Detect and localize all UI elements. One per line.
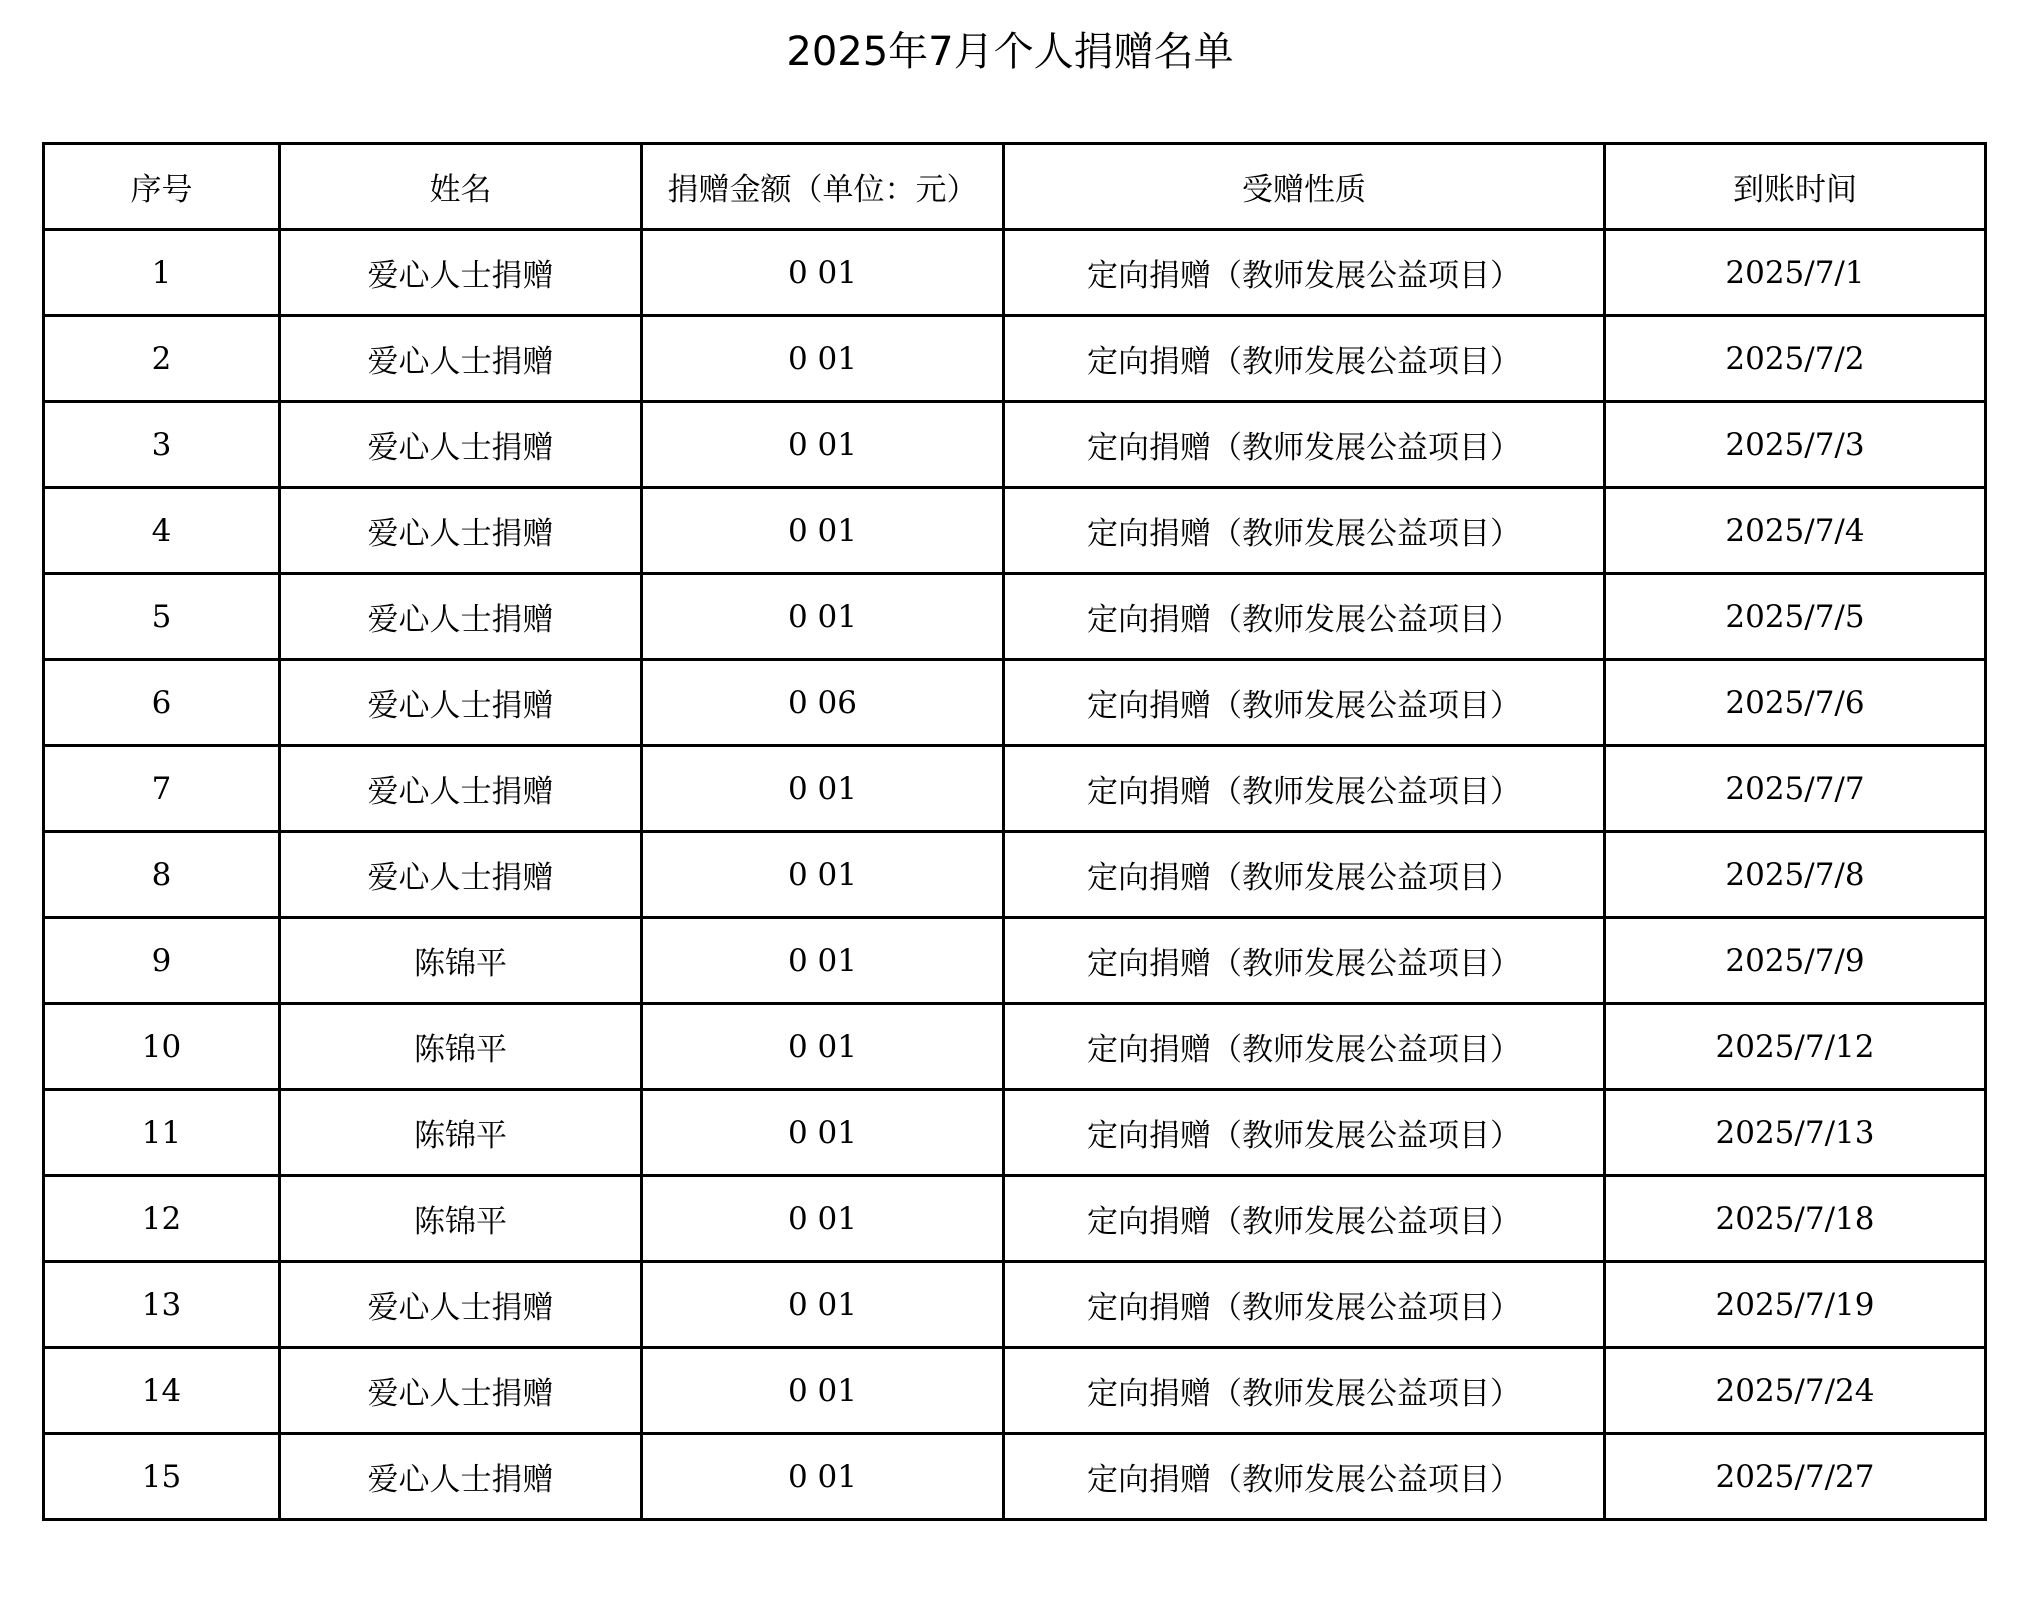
table-body <box>44 230 1986 1520</box>
table-row <box>44 1004 1986 1090</box>
table-row <box>44 230 1986 316</box>
cell-index: 6 <box>44 660 280 746</box>
cell-index: 4 <box>44 488 280 574</box>
header-donation-type: 受赠性质 <box>1004 144 1605 230</box>
cell-index: 8 <box>44 832 280 918</box>
table-row <box>44 1176 1986 1262</box>
cell-donation-type: 定向捐赠（教师发展公益项目） <box>1004 402 1605 488</box>
cell-amount: 0 06 <box>642 660 1004 746</box>
cell-name: 爱心人士捐赠 <box>280 1434 642 1520</box>
cell-donation-type: 定向捐赠（教师发展公益项目） <box>1004 1004 1605 1090</box>
cell-index: 12 <box>44 1176 280 1262</box>
cell-amount: 0 01 <box>642 918 1004 1004</box>
cell-donation-type: 定向捐赠（教师发展公益项目） <box>1004 574 1605 660</box>
cell-arrival-date: 2025/7/12 <box>1605 1004 1986 1090</box>
table-row <box>44 574 1986 660</box>
cell-index: 9 <box>44 918 280 1004</box>
cell-index: 11 <box>44 1090 280 1176</box>
cell-arrival-date: 2025/7/18 <box>1605 1176 1986 1262</box>
cell-name: 爱心人士捐赠 <box>280 660 642 746</box>
cell-arrival-date: 2025/7/2 <box>1605 316 1986 402</box>
cell-arrival-date: 2025/7/7 <box>1605 746 1986 832</box>
cell-index: 7 <box>44 746 280 832</box>
cell-index: 3 <box>44 402 280 488</box>
cell-name: 爱心人士捐赠 <box>280 1262 642 1348</box>
cell-amount: 0 01 <box>642 1090 1004 1176</box>
table-row <box>44 660 1986 746</box>
cell-name: 陈锦平 <box>280 1090 642 1176</box>
table-row <box>44 918 1986 1004</box>
cell-name: 陈锦平 <box>280 918 642 1004</box>
cell-arrival-date: 2025/7/8 <box>1605 832 1986 918</box>
cell-arrival-date: 2025/7/3 <box>1605 402 1986 488</box>
header-row <box>44 144 1986 230</box>
cell-name: 爱心人士捐赠 <box>280 1348 642 1434</box>
header-arrival-date: 到账时间 <box>1605 144 1986 230</box>
cell-amount: 0 01 <box>642 574 1004 660</box>
cell-arrival-date: 2025/7/4 <box>1605 488 1986 574</box>
cell-amount: 0 01 <box>642 1004 1004 1090</box>
cell-arrival-date: 2025/7/19 <box>1605 1262 1986 1348</box>
header-name: 姓名 <box>280 144 642 230</box>
cell-amount: 0 01 <box>642 1348 1004 1434</box>
table-row <box>44 1090 1986 1176</box>
page-title: 2025年7月个人捐赠名单 <box>786 29 1234 75</box>
cell-index: 1 <box>44 230 280 316</box>
cell-donation-type: 定向捐赠（教师发展公益项目） <box>1004 832 1605 918</box>
cell-arrival-date: 2025/7/13 <box>1605 1090 1986 1176</box>
cell-amount: 0 01 <box>642 746 1004 832</box>
cell-name: 爱心人士捐赠 <box>280 316 642 402</box>
cell-name: 爱心人士捐赠 <box>280 746 642 832</box>
cell-index: 15 <box>44 1434 280 1520</box>
table-row <box>44 316 1986 402</box>
cell-amount: 0 01 <box>642 832 1004 918</box>
cell-name: 爱心人士捐赠 <box>280 402 642 488</box>
cell-arrival-date: 2025/7/24 <box>1605 1348 1986 1434</box>
cell-name: 爱心人士捐赠 <box>280 488 642 574</box>
table-header <box>44 144 1986 230</box>
cell-donation-type: 定向捐赠（教师发展公益项目） <box>1004 1348 1605 1434</box>
cell-donation-type: 定向捐赠（教师发展公益项目） <box>1004 1434 1605 1520</box>
cell-amount: 0 01 <box>642 488 1004 574</box>
header-index: 序号 <box>44 144 280 230</box>
cell-donation-type: 定向捐赠（教师发展公益项目） <box>1004 1090 1605 1176</box>
cell-amount: 0 01 <box>642 402 1004 488</box>
table-row <box>44 746 1986 832</box>
cell-amount: 0 01 <box>642 316 1004 402</box>
cell-name: 爱心人士捐赠 <box>280 832 642 918</box>
cell-donation-type: 定向捐赠（教师发展公益项目） <box>1004 918 1605 1004</box>
cell-name: 爱心人士捐赠 <box>280 574 642 660</box>
cell-name: 爱心人士捐赠 <box>280 230 642 316</box>
donation-table <box>42 142 1987 1521</box>
table-row <box>44 1262 1986 1348</box>
table-row <box>44 1434 1986 1520</box>
cell-donation-type: 定向捐赠（教师发展公益项目） <box>1004 746 1605 832</box>
cell-donation-type: 定向捐赠（教师发展公益项目） <box>1004 1262 1605 1348</box>
cell-index: 10 <box>44 1004 280 1090</box>
cell-arrival-date: 2025/7/1 <box>1605 230 1986 316</box>
cell-donation-type: 定向捐赠（教师发展公益项目） <box>1004 660 1605 746</box>
cell-index: 13 <box>44 1262 280 1348</box>
cell-amount: 0 01 <box>642 1434 1004 1520</box>
table-row <box>44 1348 1986 1434</box>
cell-index: 14 <box>44 1348 280 1434</box>
cell-name: 陈锦平 <box>280 1004 642 1090</box>
cell-amount: 0 01 <box>642 1176 1004 1262</box>
table-row <box>44 488 1986 574</box>
table-row <box>44 402 1986 488</box>
cell-amount: 0 01 <box>642 230 1004 316</box>
cell-arrival-date: 2025/7/9 <box>1605 918 1986 1004</box>
cell-donation-type: 定向捐赠（教师发展公益项目） <box>1004 1176 1605 1262</box>
cell-donation-type: 定向捐赠（教师发展公益项目） <box>1004 230 1605 316</box>
header-amount: 捐赠金额（单位：元） <box>642 144 1004 230</box>
cell-name: 陈锦平 <box>280 1176 642 1262</box>
cell-donation-type: 定向捐赠（教师发展公益项目） <box>1004 316 1605 402</box>
cell-arrival-date: 2025/7/5 <box>1605 574 1986 660</box>
cell-arrival-date: 2025/7/6 <box>1605 660 1986 746</box>
cell-index: 2 <box>44 316 280 402</box>
cell-index: 5 <box>44 574 280 660</box>
cell-donation-type: 定向捐赠（教师发展公益项目） <box>1004 488 1605 574</box>
table-row <box>44 832 1986 918</box>
cell-amount: 0 01 <box>642 1262 1004 1348</box>
cell-arrival-date: 2025/7/27 <box>1605 1434 1986 1520</box>
